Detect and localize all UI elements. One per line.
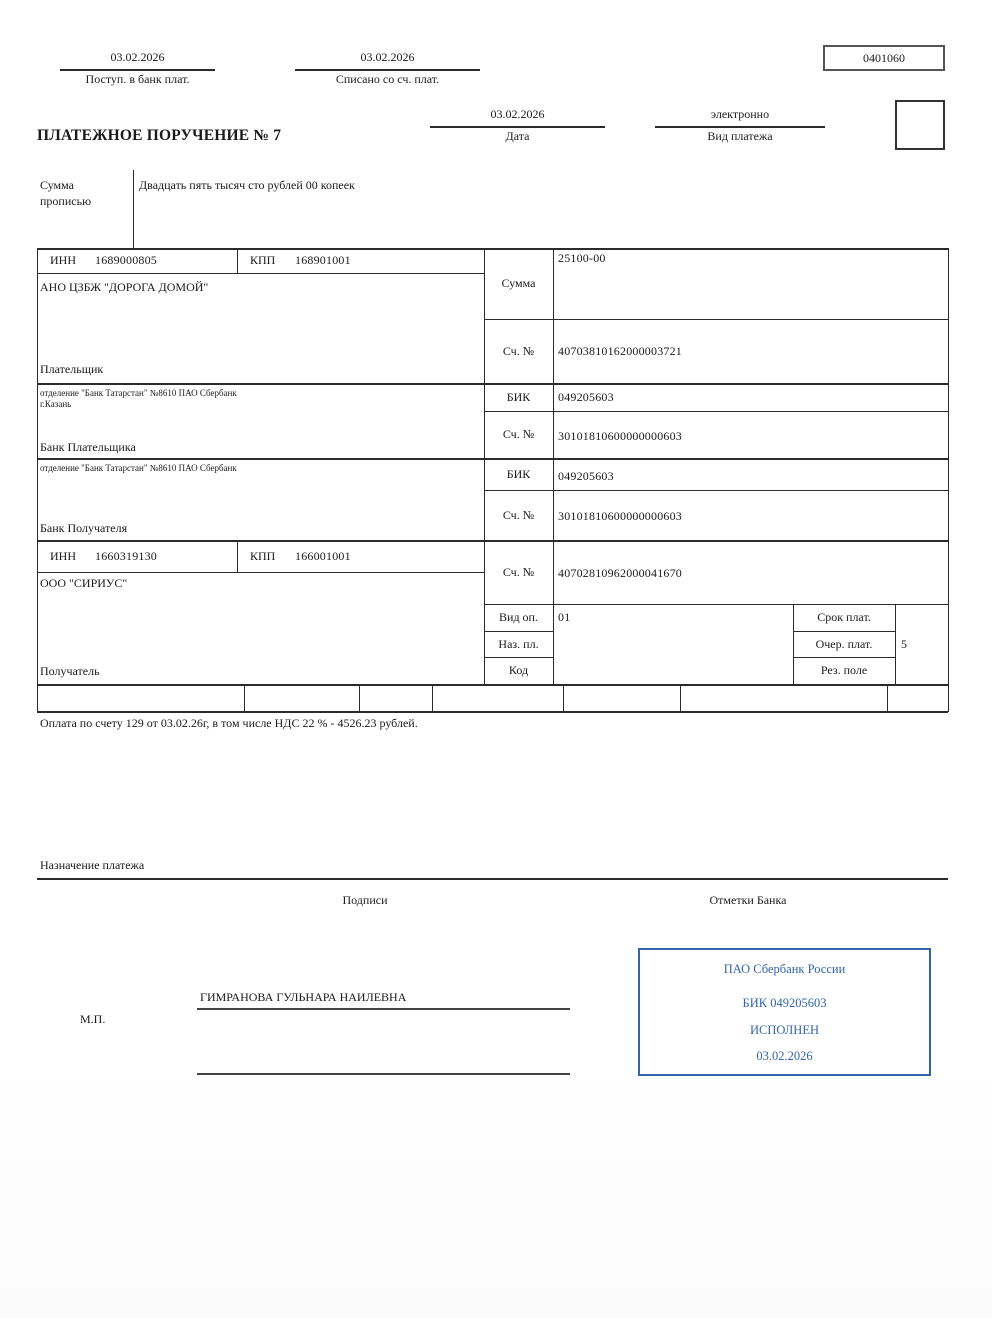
- signatures-label: Подписи: [342, 893, 388, 907]
- payer-account-value: 40703810162000003721: [558, 344, 682, 358]
- payer-label: Плательщик: [40, 362, 104, 376]
- payee-label: Получатель: [40, 664, 100, 678]
- payment-kind-label: Вид платежа: [707, 129, 773, 143]
- op-purpose-code-label: Наз. пл.: [498, 636, 539, 651]
- payee-inn-label: ИНН: [50, 549, 76, 563]
- document-title: ПЛАТЕЖНОЕ ПОРУЧЕНИЕ № 7: [37, 127, 282, 144]
- payer-kpp-label: КПП: [250, 253, 276, 267]
- payee-account-label: Сч. №: [502, 564, 535, 579]
- bank-stamp-line3: ИСПОЛНЕН: [750, 1022, 819, 1037]
- op-type-label-cell: [484, 604, 553, 631]
- payee-account-value: 40702810962000041670: [558, 566, 682, 580]
- payer-bank-account-label-cell: [484, 411, 553, 458]
- payer-bank-bik-label: БИК: [506, 389, 531, 404]
- date-value: 03.02.2026: [490, 107, 545, 121]
- op-order-value: 5: [901, 637, 907, 651]
- payer-account-label-cell: [484, 319, 553, 383]
- bank-stamp: [638, 948, 931, 1076]
- payer-bank-bik-label-cell: [484, 383, 553, 411]
- op-reserve-label-cell: [793, 657, 895, 684]
- payee-kpp-value: 166001001: [295, 549, 351, 563]
- payee-name: ООО "СИРИУС": [40, 576, 128, 590]
- payer-bank-account-value: 30101810600000000603: [558, 429, 682, 443]
- payer-bank-name-line1: отделение "Банк Татарстан" №8610 ПАО Сбербанк: [40, 388, 237, 398]
- status-square: [895, 100, 945, 150]
- sum-value: 25100-00: [558, 251, 606, 265]
- bank-marks-label: Отметки Банка: [709, 893, 787, 907]
- payer-inn-value: 1689000805: [95, 253, 157, 267]
- payer-name: АНО ЦЗБЖ "ДОРОГА ДОМОЙ": [40, 280, 209, 294]
- form-code-box: [823, 45, 945, 71]
- purpose-text: Оплата по счету 129 от 03.02.26г, в том числе НДС 22 % - 4526.23 рублей.: [40, 716, 418, 730]
- payee-bank-bik-value: 049205603: [558, 469, 614, 483]
- payee-inn-value: 1660319130: [95, 549, 157, 563]
- payer-inn-label: ИНН: [50, 253, 76, 267]
- payer-bank-name-line2: г.Казань: [40, 399, 72, 409]
- op-code-label: Код: [508, 663, 529, 677]
- payer-bank-bik-value: 049205603: [558, 390, 614, 404]
- payer-bank-label: Банк Плательщика: [40, 440, 136, 454]
- payee-bank-account-label-cell: [484, 490, 553, 540]
- received-date: 03.02.2026: [110, 50, 165, 64]
- payee-bank-name: отделение "Банк Татарстан" №8610 ПАО Сбербанк: [40, 463, 237, 473]
- debited-label: Списано со сч. плат.: [335, 72, 440, 86]
- bank-stamp-line4: 03.02.2026: [756, 1048, 813, 1063]
- payee-bank-account-label: Сч. №: [502, 507, 535, 522]
- amount-words-value: Двадцать пять тысяч сто рублей 00 копеек: [139, 178, 355, 192]
- payee-bank-bik-label-cell: [484, 458, 553, 490]
- payee-account-label-cell: [484, 540, 553, 604]
- signatory-name: ГИМРАНОВА ГУЛЬНАРА НАИЛЕВНА: [200, 990, 407, 1004]
- payee-kpp-label: КПП: [250, 549, 276, 563]
- form-code: 0401060: [863, 50, 905, 65]
- amount-words-label-1: Сумма: [40, 178, 74, 192]
- date-label: Дата: [505, 129, 530, 143]
- payee-bank-account-value: 30101810600000000603: [558, 509, 682, 523]
- payee-bank-bik-label: БИК: [506, 466, 531, 481]
- op-code-label-cell: [484, 657, 553, 684]
- op-term-label-cell: [793, 604, 895, 631]
- payee-bank-label: Банк Получателя: [40, 521, 128, 535]
- purpose-label: Назначение платежа: [40, 858, 145, 872]
- bank-stamp-line2: БИК 049205603: [742, 996, 827, 1011]
- received-label: Поступ. в банк плат.: [85, 72, 190, 86]
- amount-words-label-2: прописью: [40, 194, 92, 208]
- stamp-place-label: М.П.: [80, 1012, 106, 1026]
- bank-stamp-line1: ПАО Сбербанк России: [723, 962, 846, 976]
- op-purpose-code-label-cell: [484, 631, 553, 657]
- payer-kpp-value: 168901001: [295, 253, 351, 267]
- op-type-label: Вид оп.: [499, 610, 538, 624]
- payment-kind-value: электронно: [710, 107, 770, 121]
- sum-label-cell: [484, 248, 553, 319]
- op-type-value: 01: [558, 610, 571, 624]
- op-term-label: Срок плат.: [817, 610, 871, 624]
- op-order-label: Очер. плат.: [815, 636, 873, 651]
- debited-date: 03.02.2026: [360, 50, 415, 64]
- op-order-label-cell: [793, 631, 895, 657]
- payer-bank-account-label: Сч. №: [502, 427, 535, 441]
- sum-label: Сумма: [501, 276, 536, 290]
- op-reserve-label: Рез. поле: [820, 663, 868, 677]
- payer-account-label: Сч. №: [502, 343, 535, 358]
